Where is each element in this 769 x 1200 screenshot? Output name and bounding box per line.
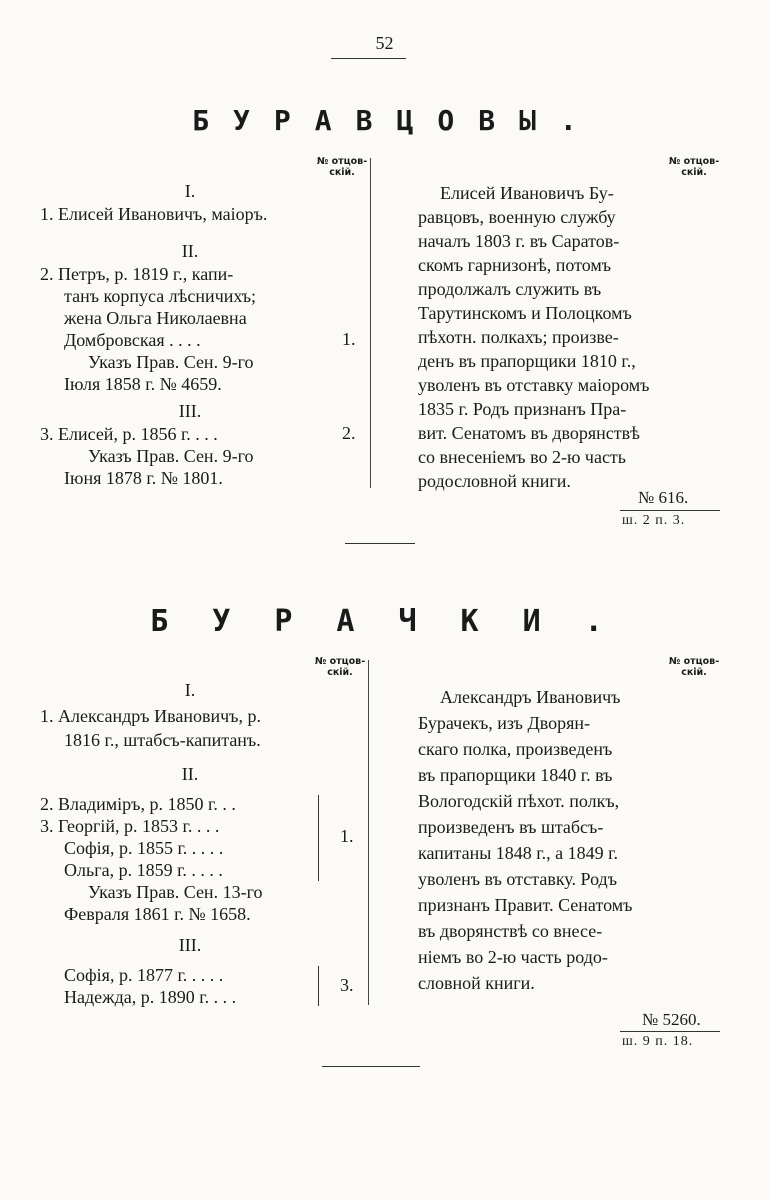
column-header-right: № отцов-скій. xyxy=(668,656,720,678)
description-line: равцовъ, военную службу xyxy=(418,207,616,227)
description-line: со внесеніемъ во 2-ю часть xyxy=(418,447,627,467)
father-ref: 1. xyxy=(342,329,356,349)
description-line: уволенъ въ отставку. Родъ xyxy=(418,869,618,889)
description-line: 1835 г. Родъ признанъ Пра- xyxy=(418,399,627,419)
description-line: Елисей Ивановичъ Бу- xyxy=(440,183,614,203)
description-line: произведенъ въ штабсъ- xyxy=(418,817,604,837)
genealogy-entry: танъ корпуса лѣсничихъ; xyxy=(64,286,256,306)
section-separator xyxy=(322,1066,420,1067)
father-ref: 3. xyxy=(340,975,354,995)
description-line: въ дворянствѣ со внесе- xyxy=(418,921,603,941)
description-line: продолжалъ служить въ xyxy=(418,279,602,299)
generation-heading: I. xyxy=(184,680,196,700)
family-title-burachki: БУРАЧКИ. xyxy=(150,604,647,639)
genealogy-entry: 2. Владиміръ, р. 1850 г. . . xyxy=(40,794,236,814)
description-line: вит. Сенатомъ въ дворянствѣ xyxy=(418,423,640,443)
description-line: въ прапорщики 1840 г. въ xyxy=(418,765,613,785)
genealogy-entry: Ольга, р. 1859 г. . . . . xyxy=(64,860,223,880)
description-line: скаго полка, произведенъ xyxy=(418,739,613,759)
description-line: Вологодскій пѣхот. полкъ, xyxy=(418,791,620,811)
decree-line: Указъ Прав. Сен. 13-го xyxy=(88,882,263,902)
genealogy-entry: Софія, р. 1877 г. . . . . xyxy=(64,965,224,985)
column-header-left: № отцов-скій. xyxy=(314,656,366,678)
description-line: Тарутинскомъ и Полоцкомъ xyxy=(418,303,632,323)
sibling-brace xyxy=(312,795,319,881)
column-header-right: № отцов-скій. xyxy=(668,156,720,178)
decree-line: Февраля 1861 г. № 1658. xyxy=(64,904,251,924)
decree-line: Указъ Прав. Сен. 9-го xyxy=(88,352,254,372)
record-number: № 5260. xyxy=(642,1010,701,1029)
genealogy-entry: жена Ольга Николаевна xyxy=(64,308,247,328)
column-divider xyxy=(368,660,369,1005)
genealogy-entry: 3. Елисей, р. 1856 г. . . . xyxy=(40,424,218,444)
generation-heading: III. xyxy=(178,935,202,955)
genealogy-entry: 2. Петръ, р. 1819 г., капи- xyxy=(40,264,234,284)
father-ref: 2. xyxy=(342,423,356,443)
record-number: № 616. xyxy=(638,488,689,507)
generation-heading: III. xyxy=(178,401,202,421)
generation-heading: II. xyxy=(181,764,199,784)
description-line: словной книги. xyxy=(418,973,535,993)
record-rule xyxy=(620,510,720,511)
genealogy-entry: 3. Георгій, р. 1853 г. . . . xyxy=(40,816,220,836)
genealogy-entry: 1816 г., штабсъ-капитанъ. xyxy=(64,730,261,750)
page-number-underline xyxy=(331,58,406,59)
genealogy-entry: Домбровская . . . . xyxy=(64,330,201,350)
description-line: капитаны 1848 г., а 1849 г. xyxy=(418,843,618,863)
column-header-left: № отцов-скій. xyxy=(316,156,368,178)
column-divider xyxy=(370,158,371,488)
description-line: уволенъ въ отставку маіоромъ xyxy=(418,375,650,395)
record-rule xyxy=(620,1031,720,1032)
genealogy-entry: Надежда, р. 1890 г. . . . xyxy=(64,987,237,1007)
generation-heading: II. xyxy=(181,241,199,261)
page-number: 52 xyxy=(375,33,394,53)
family-title-buravtsovy: БУРАВЦОВЫ. xyxy=(192,104,601,137)
genealogy-entry: 1. Елисей Ивановичъ, маіоръ. xyxy=(40,204,268,224)
description-line: Бурачекъ, изъ Дворян- xyxy=(418,713,591,733)
shelf-mark: ш. 2 п. 3. xyxy=(622,513,686,528)
description-line: началъ 1803 г. въ Саратов- xyxy=(418,231,620,251)
generation-heading: I. xyxy=(184,181,196,201)
decree-line: Указъ Прав. Сен. 9-го xyxy=(88,446,254,466)
decree-line: Іюня 1878 г. № 1801. xyxy=(64,468,223,488)
description-line: Александръ Ивановичъ xyxy=(440,687,621,707)
description-line: ніемъ во 2-ю часть родо- xyxy=(418,947,608,967)
description-line: пѣхотн. полкахъ; произве- xyxy=(418,327,619,347)
section-separator xyxy=(345,543,415,544)
decree-line: Іюля 1858 г. № 4659. xyxy=(64,374,222,394)
description-line: признанъ Правит. Сенатомъ xyxy=(418,895,633,915)
description-line: скомъ гарнизонѣ, потомъ xyxy=(418,255,612,275)
genealogy-entry: 1. Александръ Ивановичъ, р. xyxy=(40,706,261,726)
description-line: денъ въ прапорщики 1810 г., xyxy=(418,351,636,371)
father-ref: 1. xyxy=(340,826,354,846)
shelf-mark: ш. 9 п. 18. xyxy=(622,1034,694,1049)
genealogy-entry: Софія, р. 1855 г. . . . . xyxy=(64,838,224,858)
sibling-brace xyxy=(312,966,319,1006)
description-line: родословной книги. xyxy=(418,471,571,491)
